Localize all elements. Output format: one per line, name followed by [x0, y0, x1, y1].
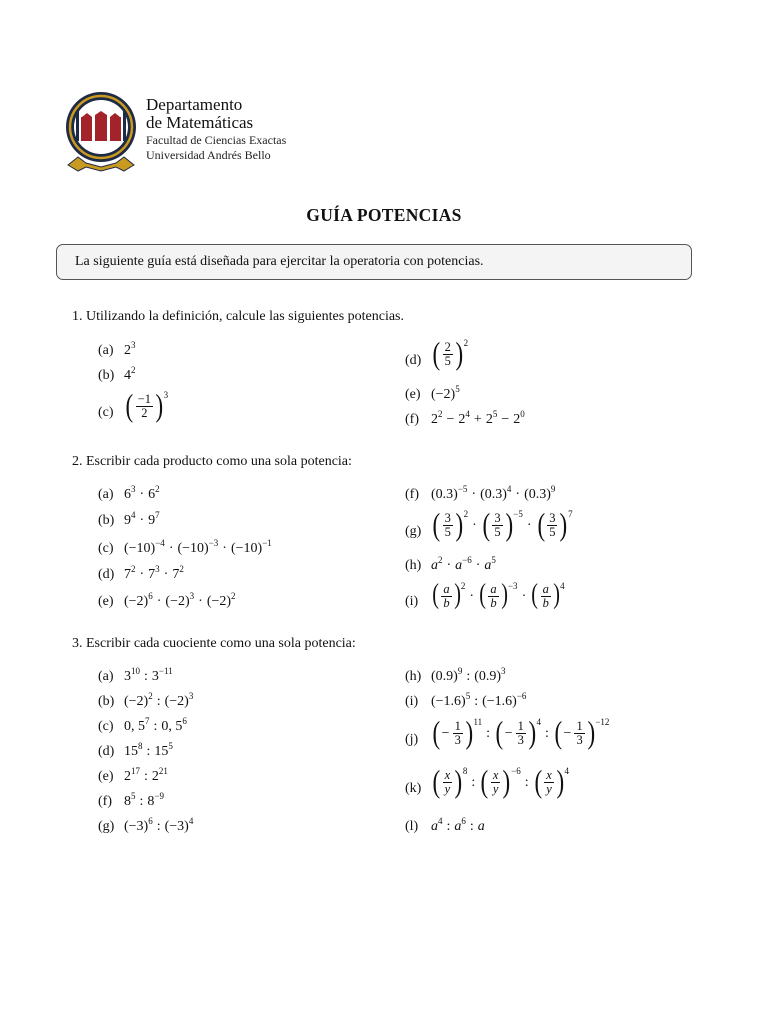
exercise-label: (e): [98, 769, 114, 784]
exercise-expression: ( $\frac{a}{b}$ ) 2 · ( $\frac{a}{b}$ ) −3 · ( $\frac{a}{b}$ ) 4: [432, 579, 565, 611]
exercise-expression: $(-10)^{-4} \cdot (-10)^{-3} \cdot (-10)^{-1}$: [124, 538, 272, 556]
exercise-expression: $8^5$ : $8^{-9}$: [124, 791, 164, 809]
exercise-expression: $a^4$ : $a^6$ : a: [431, 816, 485, 834]
exercise-expression: ( $\frac{x}{y}$ ) 8 : ( $\frac{x}{y}$ ) −6 : ( $\frac{x}{y}$ ) 4: [432, 763, 569, 799]
exercise-expression: 0, $5^7$ : 0, $5^6$: [124, 716, 187, 734]
department-name-line1: Departamento: [146, 95, 243, 114]
exercise-expression: ( $\frac{3}{5}$ ) 2 · ( $\frac{3}{5}$ ) −5 · ( $\frac{3}{5}$ ) 7: [432, 506, 573, 542]
exercise-label: (a): [98, 487, 114, 502]
exercise-expression: $2^3$: [124, 340, 136, 358]
university-seal-icon: [64, 85, 138, 175]
exercise-label: (c): [98, 719, 114, 734]
exercise-label: (a): [98, 669, 114, 684]
exercise-expression: $6^3 \cdot 6^2$: [124, 484, 160, 502]
university-name: Universidad Andrés Bello: [146, 148, 271, 162]
exercise-expression: $(-2)^2$ : $(-2)^3$: [124, 691, 194, 709]
document-title: GUÍA POTENCIAS: [306, 205, 462, 225]
exercise-label: (g): [405, 524, 422, 539]
question-2: 2. Escribir cada producto como una sola potencia:: [72, 454, 352, 469]
department-name-line2: de Matemáticas: [146, 113, 254, 132]
exercise-label: (a): [98, 343, 114, 358]
exercise-expression: $9^4 \cdot 9^7$: [124, 510, 160, 528]
intro-text: La siguiente guía está diseñada para ejercitar la operatoria con potencias.: [75, 254, 484, 269]
exercise-expression: $4^2$: [124, 365, 136, 383]
exercise-label: (j): [405, 732, 419, 747]
exercise-expression: ( − $\frac{1}{3}$ ) 11 : ( − $\frac{1}{3}$ ) 4 : ( − $\frac{1}{3}$ ) −12: [432, 714, 610, 750]
exercise-label: (f): [405, 412, 419, 427]
exercise-label: (h): [405, 669, 422, 684]
exercise-label: (b): [98, 694, 115, 709]
intro-box: [56, 244, 692, 280]
exercise-expression: ( $\frac{2}{5}$ ) 2: [432, 335, 469, 371]
exercise-expression: ( $\frac{-1}{2}$ ) 3: [125, 387, 169, 423]
exercise-label: (c): [98, 541, 114, 556]
exercise-label: (f): [98, 794, 112, 809]
exercise-expression: $(0.9)^9$ : $(0.9)^3$: [431, 666, 506, 684]
exercise-label: (g): [98, 819, 115, 834]
exercise-expression: $3^{10}$ : $3^{-11}$: [124, 666, 173, 684]
exercise-expression: $7^2 \cdot 7^3 \cdot 7^2$: [124, 564, 184, 582]
exercise-label: (b): [98, 513, 115, 528]
exercise-label: (d): [98, 744, 115, 759]
exercise-expression: $2^{17}$ : $2^{21}$: [124, 766, 168, 784]
exercise-expression: $15^8$ : $15^5$: [124, 741, 173, 759]
exercise-label: (f): [405, 487, 419, 502]
exercise-label: (k): [405, 781, 422, 796]
exercise-label: (e): [98, 594, 114, 609]
exercise-label: (i): [405, 594, 419, 609]
exercise-expression: $(-3)^6$ : $(-3)^4$: [124, 816, 194, 834]
exercise-expression: $(-2)^6 \cdot (-2)^3 \cdot (-2)^2$: [124, 591, 236, 609]
exercise-label: (l): [405, 819, 419, 834]
exercise-label: (e): [405, 387, 421, 402]
exercise-label: (c): [98, 405, 114, 420]
exercise-expression: $2^2 - 2^4 + 2^5 - 2^0$: [431, 409, 525, 427]
question-1: 1. Utilizando la definición, calcule las siguientes potencias.: [72, 309, 405, 324]
exercise-expression: $a^2 \cdot a^{-6} \cdot a^5$: [431, 555, 496, 573]
exercise-label: (b): [98, 368, 115, 383]
department-block: [146, 96, 286, 161]
exercise-label: (i): [405, 694, 419, 709]
exercise-label: (h): [405, 558, 422, 573]
exercise-expression: $(-2)^5$: [431, 384, 460, 402]
exercise-expression: $(-1.6)^5$ : $(-1.6)^{-6}$: [431, 691, 527, 709]
faculty-name: Facultad de Ciencias Exactas: [146, 133, 287, 147]
exercise-label: (d): [405, 353, 422, 368]
exercise-expression: $(0.3)^{-5} \cdot (0.3)^4 \cdot (0.3)^9$: [431, 484, 556, 502]
exercise-label: (d): [98, 567, 115, 582]
question-3: 3. Escribir cada cuociente como una sola potencia:: [72, 636, 356, 651]
